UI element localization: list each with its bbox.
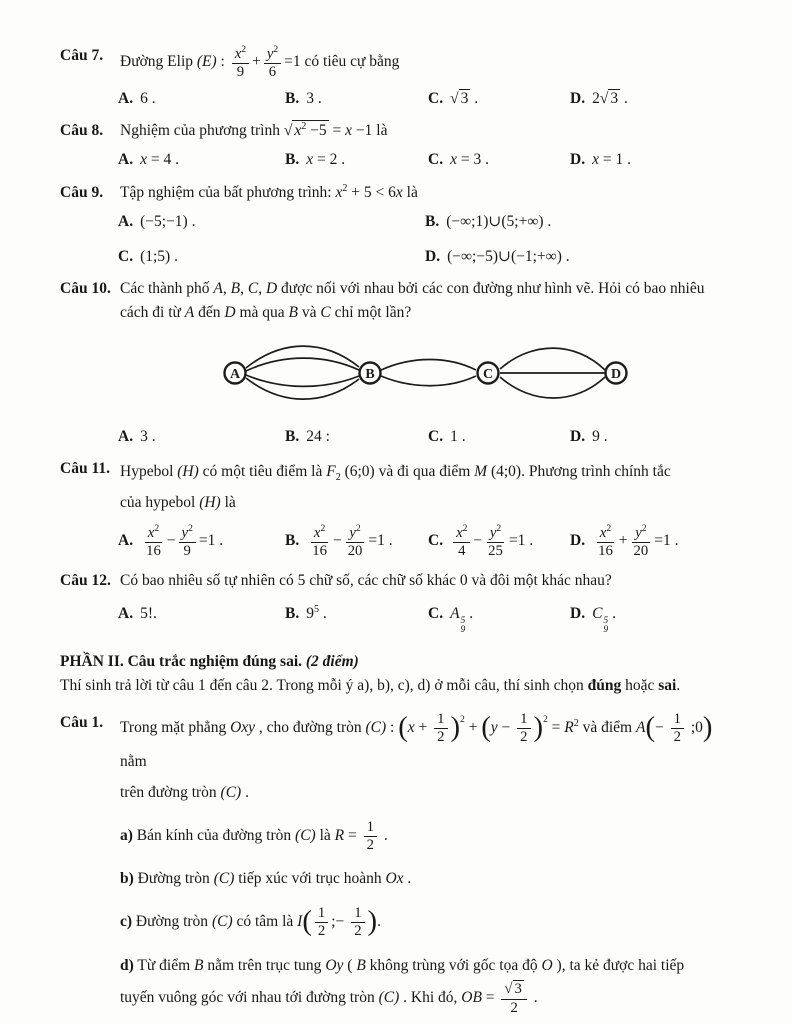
option-b: B. 24 :	[285, 428, 330, 446]
option-b: B. x = 2 .	[285, 151, 346, 169]
question-stem: Có bao nhiêu số tự nhiên có 5 chữ số, các chữ số khác 0 và đôi một khác nhau?	[120, 571, 612, 589]
question-12	[0, 569, 738, 634]
statement-b: b) Đường tròn (C) tiếp xúc với trục hoành Ox .	[120, 870, 412, 888]
option-c: C. (1;5) .	[118, 248, 178, 266]
option-c: C. x = 3 .	[428, 151, 489, 169]
option-c: C. √ 3 .	[428, 89, 479, 107]
option-a: A. 5!.	[118, 605, 157, 623]
svg-text:B: B	[365, 366, 375, 382]
statement-a: a) Bán kính của đường tròn (C) là R = $\frac{1}{2}$ .	[120, 818, 388, 853]
answer-options	[118, 523, 738, 560]
question-label: Câu 9.	[60, 183, 104, 201]
svg-text:C: C	[482, 366, 494, 382]
option-d: D. 2√ 3 .	[570, 89, 628, 107]
answer-options-row-1	[118, 210, 738, 233]
option-a: A. 3 .	[118, 428, 156, 446]
option-d: D. x = 1 .	[570, 151, 631, 169]
svg-text:D: D	[610, 366, 622, 382]
option-a: A. 6 .	[118, 89, 156, 107]
question-stem: Tập nghiệm của bất phương trình: $x^2 + 5 < 6x$ là	[120, 182, 418, 201]
option-d: D. C 5 9 .	[570, 605, 616, 636]
answer-options	[118, 87, 738, 110]
graph-node-c	[478, 362, 499, 383]
option-d: D. $\frac{x^2}{16}$ + $\frac{y^2}{20}$ =1 .	[570, 523, 679, 559]
statement-c: c) Đường tròn (C) có tâm là I( $\frac{1}{2}$ ;− $\frac{1}{2}$ ).	[120, 904, 381, 939]
option-b: B. $\frac{x^2}{16}$ − $\frac{y^2}{20}$ =1 .	[285, 523, 393, 559]
part2-header	[60, 650, 738, 697]
question-stem: Các thành phố A, B, C, D được nối với nhau bởi các con đường như hình vẽ. Hỏi có bao nhiêu cách đi từ A đến D mà qua B và C chỉ một lần?	[120, 280, 705, 321]
question-label: Câu 11.	[60, 460, 110, 478]
part2-points: (2 điểm)	[305, 653, 359, 671]
question-label: Câu 1.	[60, 713, 104, 731]
question-9	[0, 181, 738, 269]
part2-question-1	[0, 711, 738, 1017]
option-a: A. x = 4 .	[118, 151, 179, 169]
graph-node-a	[225, 362, 246, 383]
question-10	[0, 277, 738, 448]
option-d: D. 9 .	[570, 428, 608, 446]
option-b: B. $9^5$ .	[285, 604, 327, 623]
question-11	[0, 457, 738, 559]
answer-options-row-2	[118, 245, 738, 268]
svg-text:A: A	[229, 366, 241, 382]
option-b: B. (−∞;1)∪(5;+∞) .	[425, 212, 552, 230]
option-c: C. A 5 9 .	[428, 605, 474, 636]
roads-graph-figure	[220, 334, 738, 419]
part2-heading: PHẦN II. Câu trắc nghiệm đúng sai. (2 điểm)	[60, 653, 359, 671]
graph-node-b	[360, 362, 381, 383]
question-stem: Đường Elip (E) : $\frac{x^2}{9}$ + $\frac{y^2}{6}$ =1 có tiêu cự bằng	[120, 44, 400, 80]
question-7	[0, 44, 738, 110]
option-a: A. $\frac{x^2}{16}$ − $\frac{y^2}{9}$ =1 .	[118, 523, 224, 559]
question-stem: Hypebol (H) có một tiêu điểm là $F_2$ (6;0) và đi qua điểm M (4;0). Phương trình chính tắc của hypebol (H) là	[120, 463, 671, 511]
roads-graph-svg	[220, 334, 630, 412]
option-a: A. (−5;−1) .	[118, 212, 196, 230]
question-label: Câu 10.	[60, 280, 111, 298]
option-c: C. 1 .	[428, 428, 466, 446]
question-8	[0, 119, 738, 172]
question-stem: Nghiệm của phương trình √ $x^2 -5 = x -1$ là	[120, 120, 388, 139]
statement-d: d) Từ điểm B nằm trên trục tung Oy ( B không trùng với gốc tọa độ O ), ta kẻ được hai tiếp tuyến vuông góc với nhau tới đường tròn (C) . Khi đó, OB = $\frac{√ 3}{2}$ .	[120, 956, 685, 1016]
option-c: C. $\frac{x^2}{4}$ − $\frac{y^2}{25}$ =1 .	[428, 523, 534, 559]
option-b: B. 3 .	[285, 89, 322, 107]
question-label: Câu 12.	[60, 571, 111, 589]
option-d: D. (−∞;−5)∪(−1;+∞) .	[425, 248, 570, 266]
question-label: Câu 7.	[60, 47, 104, 64]
answer-options	[118, 148, 738, 171]
answer-options	[118, 602, 738, 634]
part2-instruction: Thí sinh trả lời từ câu 1 đến câu 2. Trong mỗi ý a), b), c), d) ở mỗi câu, thí sinh chọn đúng hoặc sai.	[60, 676, 681, 694]
graph-node-d	[606, 362, 627, 383]
question-stem: Trong mặt phẳng Oxy , cho đường tròn (C) : (x + $\frac{1}{2}$ )$^2$ + (y − $\frac{1}{2}$ )$^2 = R^2$ và điểm A(− $\frac{1}{2}$ ;0) nằm trên đường tròn (C) .	[120, 710, 713, 801]
answer-options	[118, 425, 738, 448]
question-label: Câu 8.	[60, 122, 104, 139]
